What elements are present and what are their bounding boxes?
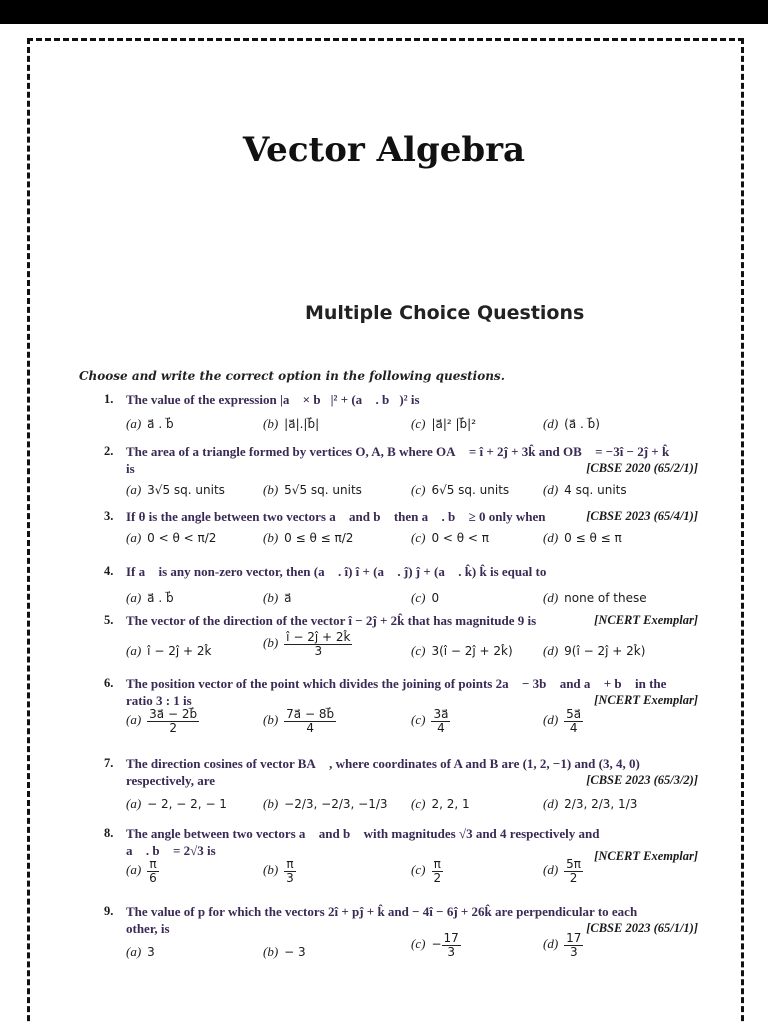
fraction-denominator: 6 [149, 870, 157, 885]
option-fraction [284, 631, 352, 657]
option-label: (a) [126, 643, 142, 658]
answer-option [411, 416, 476, 432]
question-number: 8. [104, 826, 114, 840]
page-title: Vector Algebra [242, 130, 526, 170]
answer-option [126, 796, 227, 812]
answer-option [126, 643, 211, 659]
answer-option [263, 530, 353, 546]
option-label: (b) [263, 482, 279, 497]
fraction-numerator: π [286, 857, 294, 871]
option-value: 5√5 sq. units [284, 483, 362, 497]
option-sign: − [431, 937, 442, 952]
answer-option [126, 858, 159, 884]
answer-option [411, 530, 489, 546]
option-label: (d) [543, 862, 559, 878]
fraction-denominator: 4 [437, 720, 445, 735]
option-label: (a) [126, 530, 142, 545]
fraction-denominator: 3 [569, 944, 578, 959]
question-text-line: If θ is the angle between two vectors a⃗ and b⃗ then a⃗ . b⃗ ≥ 0 only when [126, 509, 546, 524]
top-black-bar [0, 0, 768, 24]
answer-option [543, 482, 627, 498]
question-source: [NCERT Exemplar] [594, 613, 698, 627]
question-number: 3. [104, 509, 114, 523]
option-label: (d) [543, 936, 559, 952]
answer-option [543, 643, 645, 659]
question-text-line: a⃗ . b⃗ = 2√3 is [126, 843, 216, 858]
option-label: (b) [263, 530, 279, 545]
option-label: (a) [126, 482, 142, 497]
question-number: 4. [104, 564, 114, 578]
option-value: a⃗ . b⃗ [147, 417, 174, 431]
answer-option [411, 482, 509, 498]
option-fraction [431, 858, 443, 884]
answer-option [543, 590, 647, 606]
option-value: 3√5 sq. units [147, 483, 225, 497]
fraction-numerator: 3a⃗ [433, 707, 449, 721]
option-label: (c) [411, 482, 426, 497]
question-number: 6. [104, 676, 114, 690]
fraction-numerator: 7a⃗ − 8b⃗ [286, 707, 335, 721]
option-label: (b) [263, 635, 279, 651]
fraction-denominator: 3 [286, 870, 294, 885]
fraction-numerator: 17 [443, 931, 459, 945]
answer-option [126, 708, 199, 734]
question-source: [CBSE 2023 (65/3/2)] [586, 773, 698, 787]
answer-option [411, 932, 461, 958]
answer-option [263, 944, 306, 960]
option-value: (a⃗ . b⃗) [564, 417, 600, 431]
question-text-line: The vector of the direction of the vector î − 2ĵ + 2k̂ that has magnitude 9 is [126, 613, 537, 628]
answer-option [263, 590, 292, 606]
option-fraction [442, 932, 461, 958]
option-label: (c) [411, 590, 426, 605]
fraction-numerator: î − 2ĵ + 2k̂ [286, 630, 351, 644]
option-label: (c) [411, 416, 426, 431]
option-label: (a) [126, 416, 142, 431]
fraction-numerator: 3a⃗ − 2b⃗ [149, 707, 198, 721]
option-label: (c) [411, 936, 426, 952]
answer-option [263, 416, 319, 432]
option-label: (b) [263, 796, 279, 811]
question-text-line: The value of p for which the vectors 2î + pĵ + k̂ and − 4î − 6ĵ + 26k̂ are perpendicular to each [126, 904, 638, 919]
option-fraction [147, 708, 199, 734]
answer-option [411, 643, 513, 659]
answer-option [411, 796, 470, 812]
option-fraction [564, 858, 583, 884]
answer-option [126, 590, 174, 606]
option-value: −2/3, −2/3, −1/3 [284, 797, 388, 811]
question-source: [CBSE 2023 (65/4/1)] [586, 509, 698, 523]
option-value: − 2, − 2, − 1 [147, 797, 227, 811]
option-fraction [284, 708, 336, 734]
question-number: 2. [104, 444, 114, 458]
question-text-line: The angle between two vectors a⃗ and b⃗ with magnitudes √3 and 4 respectively and [126, 826, 600, 841]
answer-option [126, 944, 155, 960]
answer-option [263, 796, 388, 812]
option-label: (a) [126, 712, 142, 728]
question-source: [NCERT Exemplar] [594, 693, 698, 707]
option-value: |a⃗|² |b⃗|² [431, 417, 477, 431]
question-text-line: other, is [126, 921, 170, 936]
instruction-text: Choose and write the correct option in the following questions. [79, 369, 505, 383]
option-label: (b) [263, 944, 279, 959]
option-value: a⃗ [284, 591, 292, 605]
option-label: (a) [126, 590, 142, 605]
option-label: (c) [411, 862, 426, 878]
option-fraction [431, 708, 450, 734]
option-label: (d) [543, 712, 559, 728]
question-text-line: If a⃗ is any non-zero vector, then (a⃗ . î) î + (a⃗ . ĵ) ĵ + (a⃗ . k̂) k̂ is equal to [126, 564, 547, 579]
question-source: [NCERT Exemplar] [594, 849, 698, 863]
option-label: (b) [263, 416, 279, 431]
answer-option [543, 858, 583, 884]
fraction-numerator: 17 [566, 931, 582, 945]
question-number: 9. [104, 904, 114, 918]
option-value: 6√5 sq. units [431, 483, 510, 497]
option-value: 9(î − 2ĵ + 2k̂) [564, 644, 646, 658]
question-text-line: respectively, are [126, 773, 216, 788]
option-label: (b) [263, 590, 279, 605]
fraction-numerator: 5π [566, 857, 582, 871]
option-value: 3 [147, 945, 155, 959]
answer-option [543, 796, 637, 812]
option-label: (d) [543, 482, 559, 497]
option-label: (a) [126, 796, 142, 811]
option-value: |a⃗|.|b⃗| [284, 417, 320, 431]
option-label: (d) [543, 796, 559, 811]
answer-option [411, 708, 450, 734]
answer-option [126, 530, 216, 546]
answer-option [411, 590, 439, 606]
question-text-line: ratio 3 : 1 is [126, 693, 192, 708]
answer-option [543, 416, 600, 432]
question-text-line: The value of the expression |a⃗ × b⃗|² + (a⃗ . b⃗)² is [126, 392, 420, 407]
fraction-numerator: 5a⃗ [566, 707, 582, 721]
question-number: 7. [104, 756, 114, 770]
section-subtitle: Multiple Choice Questions [305, 302, 585, 324]
answer-option [263, 708, 336, 734]
question-text-line: The direction cosines of vector BA⃗ , where coordinates of A and B are (1, 2, −1) and (3, 4, 0) [126, 756, 640, 771]
option-label: (c) [411, 643, 426, 658]
fraction-denominator: 3 [314, 643, 323, 658]
option-label: (c) [411, 712, 426, 728]
fraction-denominator: 2 [433, 870, 442, 885]
question-number: 5. [104, 613, 114, 627]
question-source: [CBSE 2023 (65/1/1)] [586, 921, 698, 935]
option-label: (d) [543, 530, 559, 545]
option-value: − 3 [284, 945, 306, 959]
answer-option [126, 482, 225, 498]
option-label: (b) [263, 712, 279, 728]
question-text-line: is [126, 461, 135, 476]
option-value: none of these [564, 591, 647, 605]
answer-option [543, 530, 622, 546]
option-value: 0 ≤ θ ≤ π/2 [284, 531, 354, 545]
option-value: a⃗ . b⃗ [147, 591, 174, 605]
answer-option [126, 416, 174, 432]
option-label: (a) [126, 944, 142, 959]
option-label: (d) [543, 416, 559, 431]
option-label: (c) [411, 530, 426, 545]
option-fraction [284, 858, 296, 884]
fraction-denominator: 2 [169, 720, 177, 735]
question-text-line: The position vector of the point which divides the joining of points 2a⃗ − 3b⃗ and a⃗ + b⃗ in the [126, 676, 667, 691]
answer-option [263, 631, 352, 657]
option-value: 0 < θ < π/2 [147, 531, 217, 545]
fraction-denominator: 3 [447, 944, 455, 959]
option-label: (d) [543, 590, 559, 605]
answer-option [411, 858, 443, 884]
option-value: 3(î − 2ĵ + 2k̂) [431, 644, 513, 658]
answer-option [263, 858, 296, 884]
answer-option [543, 708, 583, 734]
option-value: 2, 2, 1 [431, 797, 470, 811]
option-value: 2/3, 2/3, 1/3 [564, 797, 638, 811]
option-fraction [564, 932, 583, 958]
option-value: 0 < θ < π [431, 531, 490, 545]
answer-option [263, 482, 362, 498]
fraction-numerator: π [433, 857, 441, 871]
fraction-denominator: 2 [569, 870, 578, 885]
fraction-denominator: 4 [569, 720, 578, 735]
option-value: î − 2ĵ + 2k̂ [147, 644, 212, 658]
answer-option [543, 932, 583, 958]
option-label: (d) [543, 643, 559, 658]
option-value: 0 ≤ θ ≤ π [564, 531, 622, 545]
option-label: (b) [263, 862, 279, 878]
option-fraction [147, 858, 159, 884]
option-label: (c) [411, 796, 426, 811]
option-label: (a) [126, 862, 142, 878]
question-source: [CBSE 2020 (65/2/1)] [586, 461, 698, 475]
fraction-denominator: 4 [306, 720, 314, 735]
option-fraction [564, 708, 583, 734]
option-value: 4 sq. units [564, 483, 627, 497]
question-number: 1. [104, 392, 114, 406]
question-text-line: The area of a triangle formed by vertices O, A, B where OA⃗ = î + 2ĵ + 3k̂ and OB⃗ = −3î − 2ĵ + k̂ [126, 444, 670, 459]
option-value: 0 [431, 591, 440, 605]
fraction-numerator: π [149, 857, 157, 871]
